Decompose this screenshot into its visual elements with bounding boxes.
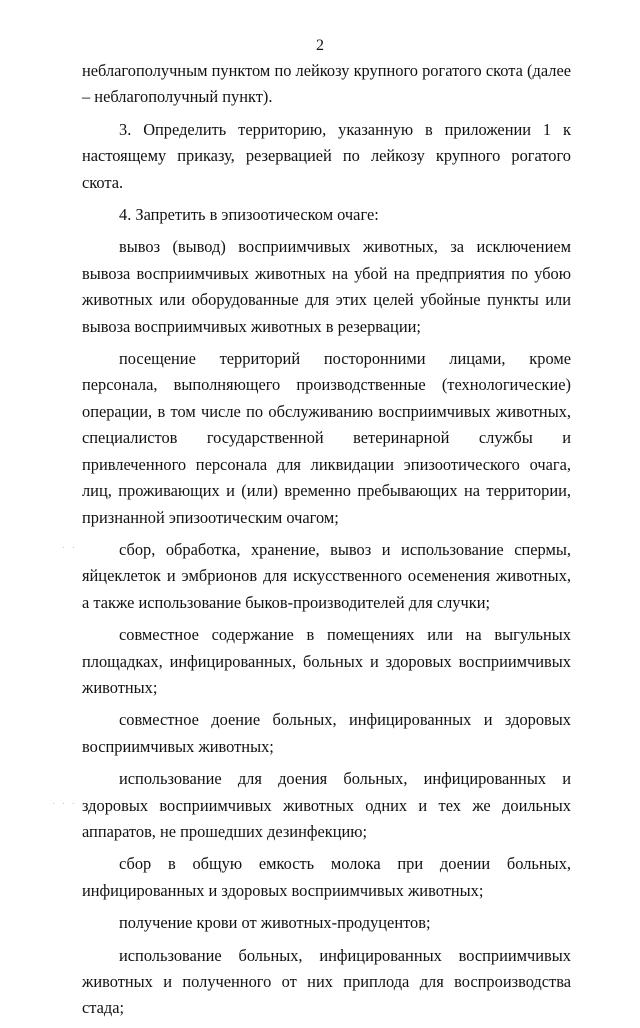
document-body (82, 58, 571, 1028)
paragraph: совместное доение больных, инфицированных и здоровых восприимчивых животных; (82, 710, 571, 756)
paragraph: посещение территорий посторонними лицами, кроме персонала, выполняющего производственные (технологические) операции, в том числе по обслуживанию восприимчивых животных, специалистов государственной ветеринарной службы и привлеченного персонала для ликвидации эпизоотического очага, лиц, проживающих и (или) временно пребывающих на территории, признанной эпизоотическим очагом; (82, 349, 571, 527)
paragraph: использование больных, инфицированных восприимчивых животных и полученного от них приплода для воспроизводства стада; (82, 945, 571, 1018)
scan-artifact: · · · · (52, 799, 87, 810)
scan-artifact: · · (62, 543, 78, 554)
paragraph: 3. Определить территорию, указанную в приложении 1 к настоящему приказу, резервацией по лейкозу крупного рогатого скота. (82, 119, 571, 192)
paragraph: совместное содержание в помещениях или на выгульных площадках, инфицированных, больных и здоровых восприимчивых животных; (82, 625, 571, 697)
paragraph: вывоз (вывод) восприимчивых животных, за исключением вывоза восприимчивых животных на убой на предприятия по убою животных или оборудованные для этих целей убойные пункты или вывоза восприимчивых животных в резервации; (82, 237, 571, 336)
paragraph: использование для доения больных, инфицированных и здоровых восприимчивых животных одних и тех же доильных аппаратов, не прошедших дезинфекцию; (82, 769, 571, 841)
paragraph: неблагополучным пунктом по лейкозу крупного рогатого скота (далее – неблагополучный пункт). (82, 61, 571, 107)
page-number: 2 (316, 37, 324, 54)
paragraph: получение крови от животных-продуцентов; (119, 913, 431, 933)
paragraph: сбор в общую емкость молока при доении больных, инфицированных и здоровых восприимчивых животных; (82, 854, 571, 900)
paragraph: 4. Запретить в эпизоотическом очаге: (119, 205, 379, 225)
paragraph: сбор, обработка, хранение, вывоз и использование спермы, яйцеклеток и эмбрионов для искусственного осеменения животных, а также использование быков-производителей для случки; (82, 539, 571, 612)
